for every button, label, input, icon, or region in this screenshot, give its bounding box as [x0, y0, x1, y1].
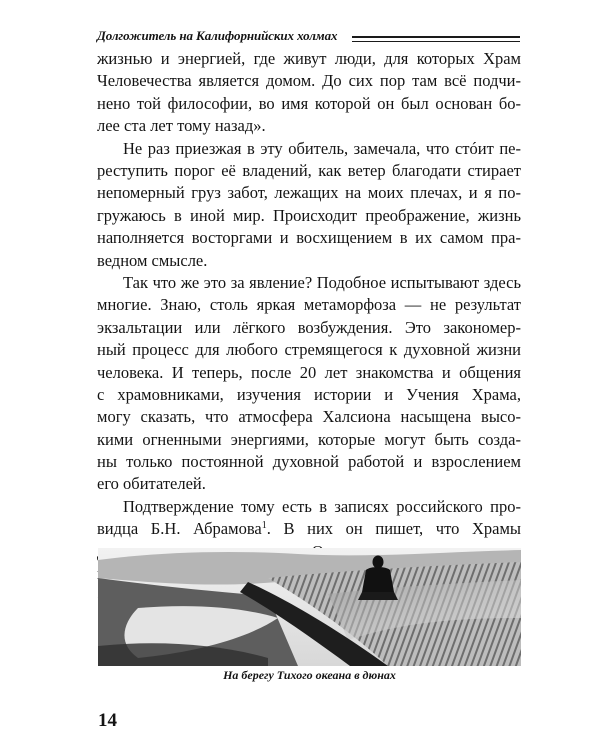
text-line: наполняется восторгами и восхищением в их самом пра-: [97, 228, 521, 248]
text-line: непомерный груз забот, лежащих на моих плечах, и я по-: [97, 183, 521, 203]
text-line: Подтверждение тому есть в записях российского про-: [123, 496, 521, 516]
dune-photo-graphic: [98, 548, 521, 666]
text-line: лее ста лет тому назад».: [97, 116, 266, 136]
text-line: экзальтации или лёгкого возбуждения. Это закономер-: [97, 317, 521, 337]
body-text: [97, 48, 521, 608]
text-line: реступить порог её владений, как ветер благодати стирает: [97, 160, 521, 180]
header-rule-thin: [352, 41, 520, 42]
text-line: Не раз приезжая в эту обитель, замечала, что стóит пе-: [123, 138, 521, 158]
text-line: ведном смысле.: [97, 250, 208, 270]
running-head: Долгожитель на Калифорнийских холмах: [97, 28, 338, 43]
text-fragment: видца Б.Н. Абрамова: [97, 519, 262, 539]
text-line: нено той философии, во имя которой он был основан бо-: [97, 93, 521, 113]
text-line: ны только постоянной духовной работой и взрослением: [97, 452, 521, 472]
text-line: его обитателей.: [97, 474, 206, 494]
text-line: ный процесс для любого стремящегося к духовной жизни: [97, 340, 521, 360]
dune-photo: [98, 548, 521, 666]
page-number: 14: [98, 710, 117, 731]
text-line: человека. И теперь, после 20 лет знакомства и общения: [97, 362, 521, 382]
text-line: могу сказать, что атмосфера Халсиона насыщена высо-: [97, 407, 521, 427]
text-line: Человечества является домом. До сих пор там всё подчи-: [97, 71, 521, 91]
text-line: Так что же это за явление? Подобное испытывают здесь: [123, 272, 521, 292]
text-fragment: . В них он пишет, что Храмы: [266, 519, 521, 539]
header-rule: [352, 36, 520, 38]
text-line: гружаюсь в иной мир. Происходит преображение, жизнь: [97, 205, 521, 225]
photo-caption: На берегу Тихого океана в дюнах: [223, 668, 396, 682]
text-line: жизнью и энергией, где живут люди, для которых Храм: [97, 49, 521, 68]
text-line: кими огненными энергиями, которые могут быть созда-: [97, 429, 521, 449]
text-line: с храмовниками, изучения истории и Учения Храма,: [97, 384, 521, 404]
footnote-mark[interactable]: 1: [261, 520, 267, 532]
text-line-with-footnote: [97, 518, 521, 540]
text-line: многие. Знаю, столь яркая метаморфоза — не результат: [97, 295, 521, 315]
